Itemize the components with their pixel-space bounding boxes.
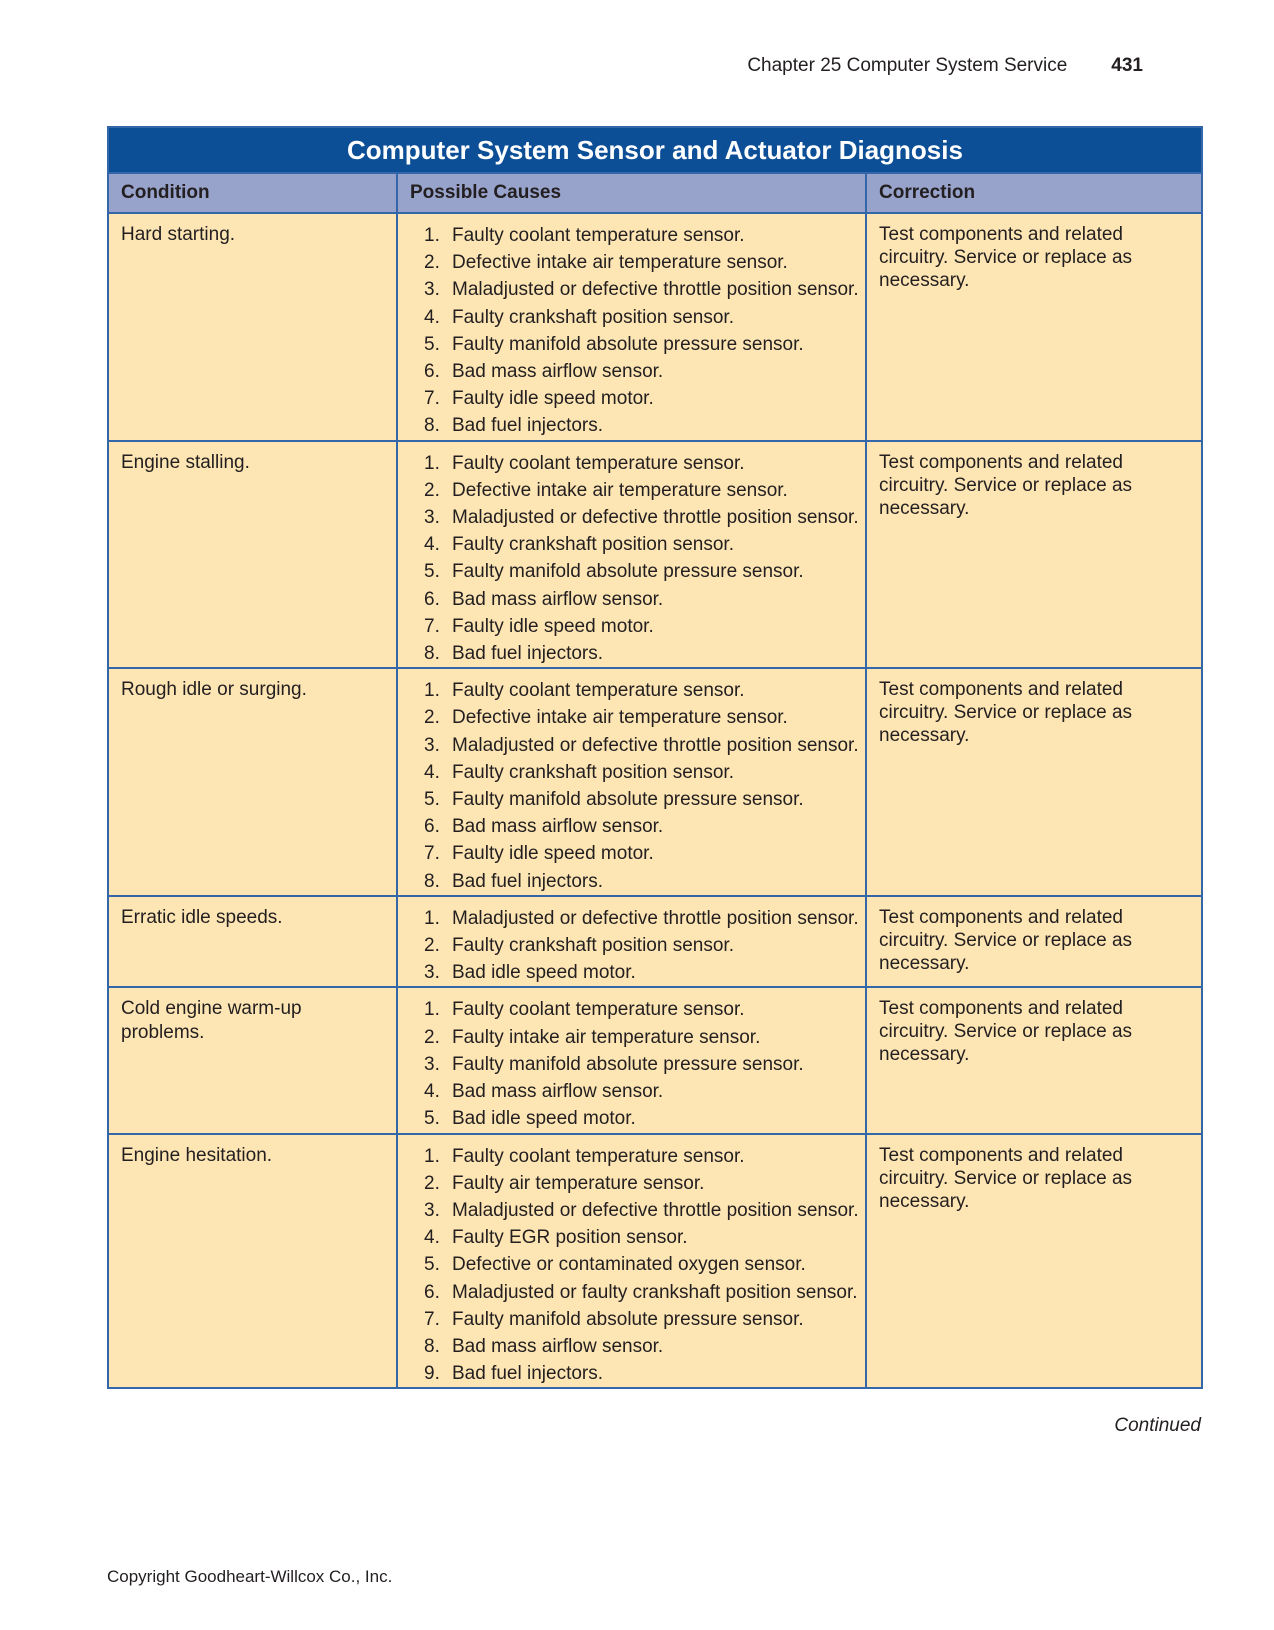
cause-text: Faulty air temperature sensor.	[452, 1172, 705, 1194]
cause-text: Faulty idle speed motor.	[452, 615, 654, 637]
cause-number: 3.	[424, 962, 440, 984]
cause-list	[424, 677, 859, 895]
cause-number: 5.	[424, 789, 440, 811]
table-body	[108, 213, 1202, 1388]
list-item	[424, 1306, 859, 1333]
cause-number: 8.	[424, 643, 440, 665]
list-item	[424, 385, 859, 412]
cause-text: Maladjusted or defective throttle position sensor.	[452, 1199, 859, 1221]
list-item	[424, 1051, 859, 1078]
cause-text: Faulty coolant temperature sensor.	[452, 680, 745, 702]
condition-cell: Erratic idle speeds.	[108, 896, 397, 988]
list-item	[424, 1170, 859, 1197]
list-item	[424, 531, 859, 558]
cause-number: 2.	[424, 1172, 440, 1194]
table-row	[108, 987, 1202, 1133]
cause-text: Bad fuel injectors.	[452, 1363, 604, 1385]
cause-text: Faulty crankshaft position sensor.	[452, 935, 734, 957]
condition-cell: Engine hesitation.	[108, 1134, 397, 1389]
cause-number: 8.	[424, 415, 440, 437]
cause-number: 1.	[424, 1145, 440, 1167]
cause-text: Faulty manifold absolute pressure sensor.	[452, 561, 804, 583]
list-item	[424, 412, 859, 439]
cause-text: Bad idle speed motor.	[452, 962, 636, 984]
list-item	[424, 677, 859, 704]
cause-number: 4.	[424, 1081, 440, 1103]
cause-number: 4.	[424, 1227, 440, 1249]
cause-text: Defective intake air temperature sensor.	[452, 479, 788, 501]
possible-causes-cell	[397, 1134, 866, 1389]
table-row	[108, 213, 1202, 441]
cause-number: 4.	[424, 534, 440, 556]
running-head	[747, 54, 1143, 78]
cause-number: 3.	[424, 507, 440, 529]
possible-causes-cell	[397, 668, 866, 896]
cause-text: Faulty coolant temperature sensor.	[452, 1145, 745, 1167]
cause-text: Faulty coolant temperature sensor.	[452, 452, 745, 474]
list-item	[424, 358, 859, 385]
cause-text: Faulty coolant temperature sensor.	[452, 225, 745, 246]
cause-list	[424, 905, 859, 987]
cause-text: Bad fuel injectors.	[452, 643, 604, 665]
list-item	[424, 1078, 859, 1105]
continued-label: Continued	[1114, 1415, 1201, 1436]
cause-text: Bad idle speed motor.	[452, 1108, 636, 1130]
table-row	[108, 668, 1202, 896]
cause-list	[424, 222, 859, 440]
cause-list	[424, 996, 859, 1132]
cause-text: Bad mass airflow sensor.	[452, 816, 664, 838]
diagnosis-table-container	[107, 126, 1201, 1389]
cause-number: 8.	[424, 870, 440, 892]
correction-cell: Test components and related circuitry. Service or replace as necessary.	[866, 213, 1202, 441]
cause-text: Bad mass airflow sensor.	[452, 1335, 664, 1357]
cause-number: 9.	[424, 1363, 440, 1385]
list-item	[424, 331, 859, 358]
column-header-correction: Correction	[866, 173, 1202, 213]
cause-text: Faulty crankshaft position sensor.	[452, 534, 734, 556]
copyright-notice: Copyright Goodheart-Willcox Co., Inc.	[107, 1567, 393, 1586]
list-item	[424, 477, 859, 504]
cause-number: 1.	[424, 680, 440, 702]
list-item	[424, 504, 859, 531]
list-item	[424, 704, 859, 731]
cause-list	[424, 1143, 859, 1388]
list-item	[424, 996, 859, 1023]
column-header-condition: Condition	[108, 173, 397, 213]
cause-text: Defective or contaminated oxygen sensor.	[452, 1254, 806, 1276]
cause-number: 3.	[424, 734, 440, 756]
list-item	[424, 1024, 859, 1051]
list-item	[424, 732, 859, 759]
table-row	[108, 1134, 1202, 1389]
list-item	[424, 1279, 859, 1306]
cause-text: Bad fuel injectors.	[452, 870, 604, 892]
table-row	[108, 441, 1202, 669]
cause-text: Faulty crankshaft position sensor.	[452, 306, 734, 328]
diagnosis-table	[107, 126, 1203, 1389]
cause-number: 6.	[424, 361, 440, 383]
cause-text: Faulty idle speed motor.	[452, 843, 654, 865]
cause-number: 6.	[424, 588, 440, 610]
cause-text: Maladjusted or defective throttle position sensor.	[452, 734, 859, 756]
list-item	[424, 1105, 859, 1132]
cause-text: Faulty manifold absolute pressure sensor.	[452, 1053, 804, 1075]
cause-text: Maladjusted or faulty crankshaft position sensor.	[452, 1281, 858, 1303]
list-item	[424, 932, 859, 959]
correction-cell: Test components and related circuitry. Service or replace as necessary.	[866, 441, 1202, 669]
cause-list	[424, 450, 859, 668]
cause-number: 2.	[424, 252, 440, 274]
page-number: 431	[1111, 55, 1143, 76]
cause-text: Bad mass airflow sensor.	[452, 588, 664, 610]
cause-number: 5.	[424, 561, 440, 583]
cause-number: 5.	[424, 333, 440, 355]
list-item	[424, 1360, 859, 1387]
cause-number: 8.	[424, 1335, 440, 1357]
list-item	[424, 1197, 859, 1224]
list-item	[424, 868, 859, 895]
cause-text: Faulty EGR position sensor.	[452, 1227, 688, 1249]
list-item	[424, 786, 859, 813]
condition-cell: Hard starting.	[108, 213, 397, 441]
cause-number: 1.	[424, 452, 440, 474]
condition-cell: Engine stalling.	[108, 441, 397, 669]
cause-number: 2.	[424, 707, 440, 729]
list-item	[424, 450, 859, 477]
list-item	[424, 959, 859, 986]
table-title-row	[108, 127, 1202, 173]
cause-number: 4.	[424, 306, 440, 328]
cause-number: 2.	[424, 479, 440, 501]
cause-number: 3.	[424, 1053, 440, 1075]
correction-cell: Test components and related circuitry. Service or replace as necessary.	[866, 987, 1202, 1133]
cause-text: Maladjusted or defective throttle position sensor.	[452, 907, 859, 929]
list-item	[424, 840, 859, 867]
cause-text: Defective intake air temperature sensor.	[452, 707, 788, 729]
cause-number: 1.	[424, 907, 440, 929]
correction-cell: Test components and related circuitry. Service or replace as necessary.	[866, 896, 1202, 988]
cause-number: 1.	[424, 999, 440, 1021]
possible-causes-cell	[397, 441, 866, 669]
cause-text: Maladjusted or defective throttle position sensor.	[452, 507, 859, 529]
cause-number: 7.	[424, 1308, 440, 1330]
cause-number: 2.	[424, 935, 440, 957]
condition-cell: Cold engine warm-up problems.	[108, 987, 397, 1133]
cause-number: 3.	[424, 279, 440, 301]
cause-number: 3.	[424, 1199, 440, 1221]
cause-text: Faulty crankshaft position sensor.	[452, 761, 734, 783]
list-item	[424, 586, 859, 613]
cause-number: 5.	[424, 1254, 440, 1276]
cause-text: Maladjusted or defective throttle position sensor.	[452, 279, 859, 301]
table-row	[108, 896, 1202, 988]
table-title: Computer System Sensor and Actuator Diagnosis	[108, 127, 1202, 173]
cause-text: Bad mass airflow sensor.	[452, 1081, 664, 1103]
list-item	[424, 1333, 859, 1360]
cause-text: Faulty intake air temperature sensor.	[452, 1026, 761, 1048]
list-item	[424, 276, 859, 303]
condition-cell: Rough idle or surging.	[108, 668, 397, 896]
chapter-title: Chapter 25 Computer System Service	[747, 55, 1068, 76]
cause-number: 6.	[424, 816, 440, 838]
cause-number: 1.	[424, 225, 440, 246]
cause-number: 7.	[424, 615, 440, 637]
cause-text: Faulty manifold absolute pressure sensor.	[452, 333, 804, 355]
list-item	[424, 249, 859, 276]
possible-causes-cell	[397, 896, 866, 988]
correction-cell: Test components and related circuitry. Service or replace as necessary.	[866, 1134, 1202, 1389]
list-item	[424, 759, 859, 786]
cause-number: 4.	[424, 761, 440, 783]
list-item	[424, 905, 859, 932]
cause-text: Bad fuel injectors.	[452, 415, 604, 437]
cause-number: 7.	[424, 843, 440, 865]
cause-text: Defective intake air temperature sensor.	[452, 252, 788, 274]
list-item	[424, 1251, 859, 1278]
cause-text: Faulty coolant temperature sensor.	[452, 999, 745, 1021]
list-item	[424, 813, 859, 840]
list-item	[424, 222, 859, 249]
cause-number: 5.	[424, 1108, 440, 1130]
cause-text: Faulty manifold absolute pressure sensor.	[452, 1308, 804, 1330]
list-item	[424, 558, 859, 585]
correction-cell: Test components and related circuitry. Service or replace as necessary.	[866, 668, 1202, 896]
list-item	[424, 1224, 859, 1251]
list-item	[424, 304, 859, 331]
possible-causes-cell	[397, 987, 866, 1133]
cause-text: Faulty idle speed motor.	[452, 388, 654, 410]
column-header-possible-causes: Possible Causes	[397, 173, 866, 213]
list-item	[424, 613, 859, 640]
list-item	[424, 640, 859, 667]
table-header-row	[108, 173, 1202, 213]
cause-number: 6.	[424, 1281, 440, 1303]
cause-text: Bad mass airflow sensor.	[452, 361, 664, 383]
list-item	[424, 1143, 859, 1170]
cause-number: 7.	[424, 388, 440, 410]
possible-causes-cell	[397, 213, 866, 441]
cause-text: Faulty manifold absolute pressure sensor.	[452, 789, 804, 811]
cause-number: 2.	[424, 1026, 440, 1048]
